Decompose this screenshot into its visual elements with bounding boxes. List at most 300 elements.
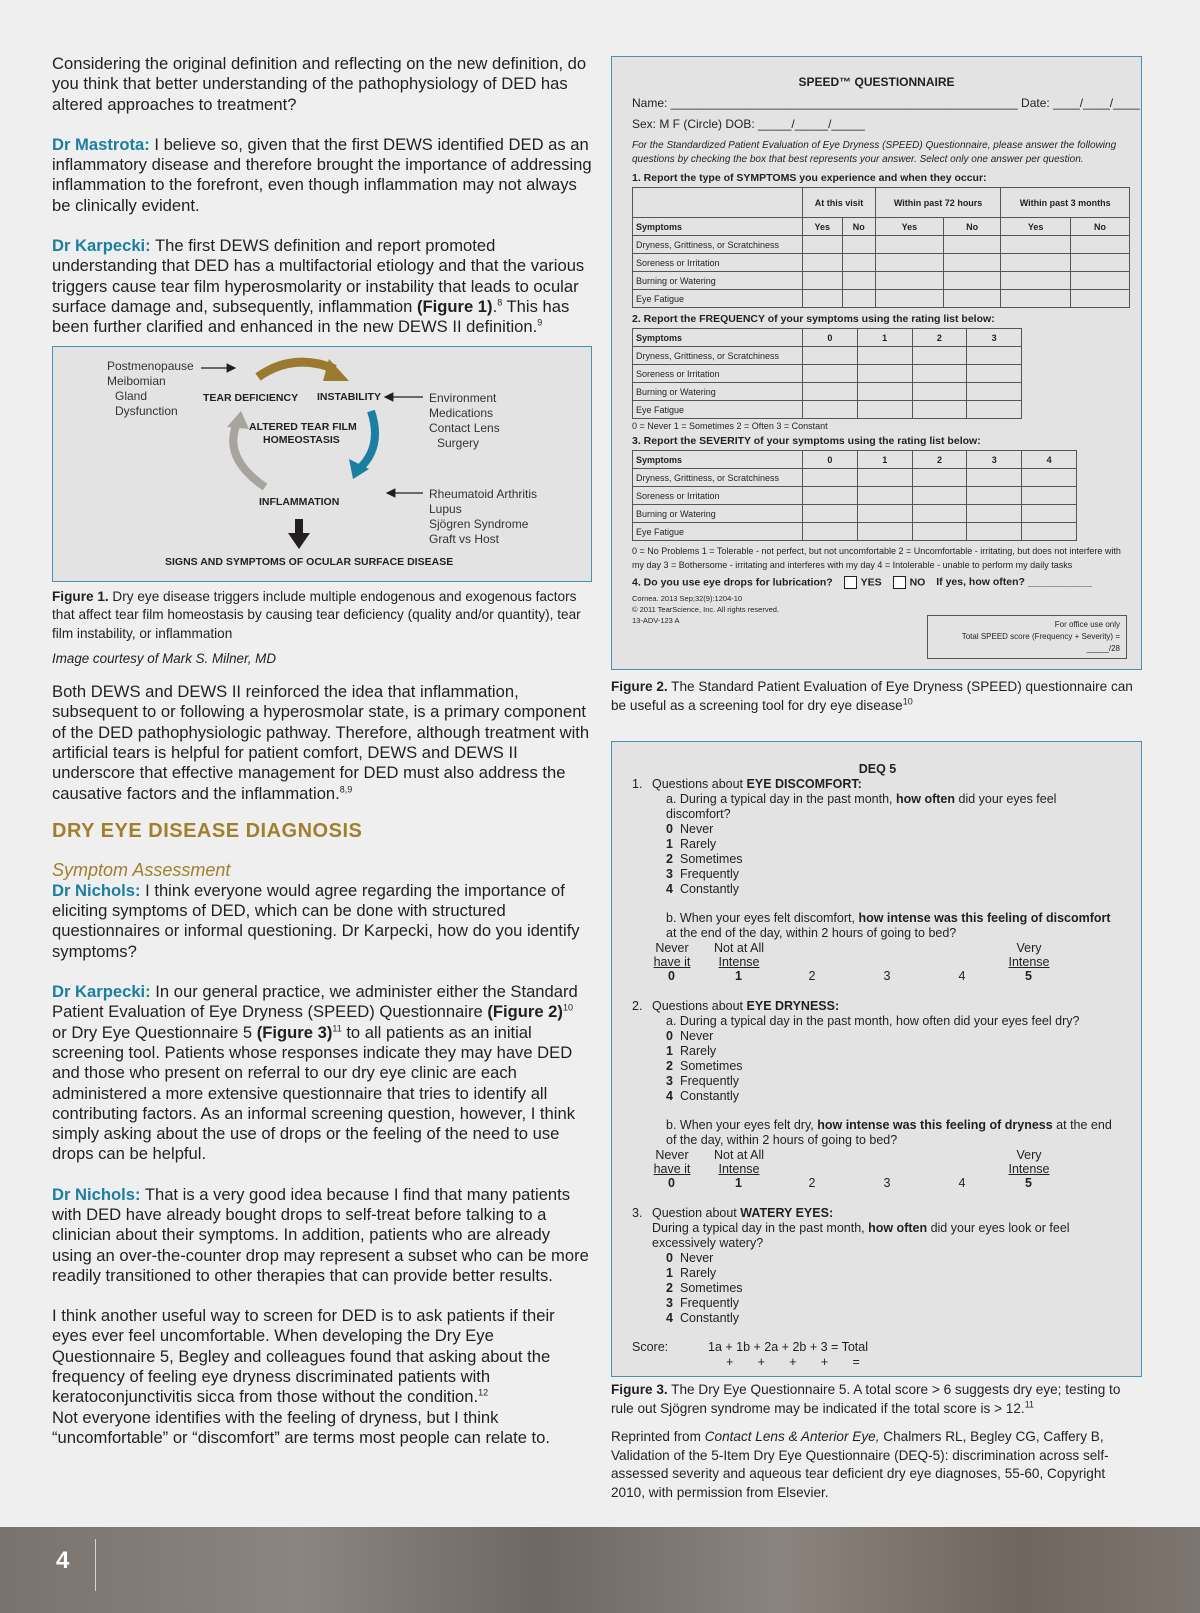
rating-cell[interactable] xyxy=(912,523,967,541)
reprint-text: Reprinted from xyxy=(611,1429,705,1444)
option-label: Sometimes xyxy=(680,852,743,866)
rating-cell[interactable] xyxy=(967,383,1022,401)
col-header: 4 xyxy=(1022,451,1077,469)
checkbox-cell[interactable] xyxy=(803,272,843,290)
option-num: 1 xyxy=(666,1266,673,1280)
scale-label: Never xyxy=(655,1148,689,1162)
scale-num[interactable]: 0 xyxy=(668,969,675,983)
checkbox-cell[interactable] xyxy=(943,272,1000,290)
reference: 11 xyxy=(332,1023,342,1034)
sex-dob-line: Sex: M F (Circle) DOB: _____/_____/_____ xyxy=(632,117,865,131)
q4-text: 4. Do you use eye drops for lubrication? xyxy=(632,576,833,589)
q-text-part: b. When your eyes felt discomfort, xyxy=(666,911,859,925)
cycle-arrow-gold xyxy=(258,362,335,377)
option-label: Rarely xyxy=(680,837,717,851)
table-row xyxy=(633,254,1130,272)
checkbox-cell[interactable] xyxy=(943,290,1000,308)
citation-line: 13-ADV-123 A xyxy=(632,616,680,625)
rating-cell[interactable] xyxy=(857,523,912,541)
col-header: 0 xyxy=(803,451,858,469)
option-label: Frequently xyxy=(680,1074,740,1088)
checkbox-cell[interactable] xyxy=(875,272,943,290)
option[interactable] xyxy=(632,1266,1123,1281)
center-label: ALTERED TEAR FILM xyxy=(249,420,357,433)
table-row xyxy=(633,272,1130,290)
symptom-cell: Eye Fatigue xyxy=(633,401,803,419)
table-row xyxy=(633,236,1130,254)
paragraph-text: or Dry Eye Questionnaire 5 xyxy=(52,1022,257,1042)
table-row xyxy=(633,401,1022,419)
rating-cell[interactable] xyxy=(803,347,858,365)
checkbox-cell[interactable] xyxy=(803,236,843,254)
table-row xyxy=(633,523,1077,541)
rating-cell[interactable] xyxy=(912,383,967,401)
rating-cell[interactable] xyxy=(967,523,1022,541)
option-label: Frequently xyxy=(680,867,740,881)
sub-header: Yes xyxy=(803,218,843,236)
scale-label: Intense xyxy=(1008,1162,1050,1176)
intensity-scale xyxy=(652,941,1123,987)
q-text-part: Questions about xyxy=(652,777,747,791)
deq-title: DEQ 5 xyxy=(858,762,897,776)
q-text-bold: how intense was this feeling of dryness xyxy=(817,1118,1053,1132)
down-arrow-head xyxy=(288,533,310,549)
down-arrow-shaft xyxy=(295,519,303,535)
symptom-cell: Eye Fatigue xyxy=(633,290,803,308)
rating-cell[interactable] xyxy=(803,487,858,505)
cause-label: Sjögren Syndrome xyxy=(429,516,529,531)
option[interactable] xyxy=(632,1044,1123,1059)
rating-cell[interactable] xyxy=(967,365,1022,383)
rating-cell[interactable] xyxy=(857,383,912,401)
cycle-arrow-gray xyxy=(233,421,265,487)
symptom-cell: Burning or Watering xyxy=(633,505,803,523)
scale-label: Intense xyxy=(1008,955,1050,969)
cause-label: Meibomian xyxy=(107,373,166,388)
option-label: Constantly xyxy=(680,1089,740,1103)
cycle-arrow-blue xyxy=(359,411,375,469)
rating-cell[interactable] xyxy=(912,401,967,419)
speed-q3: 3. Report the SEVERITY of your symptoms using the rating list below: xyxy=(632,435,981,447)
deq-q1a xyxy=(632,792,1123,822)
diagram-arrows xyxy=(53,347,593,583)
symptom-cell: Soreness or Irritation xyxy=(633,365,803,383)
scale-label: Intense xyxy=(718,1162,760,1176)
caption-label: Figure 1. xyxy=(52,588,109,604)
scale-label: have it xyxy=(653,955,691,969)
figure-ref: (Figure 3) xyxy=(256,1022,333,1042)
rating-cell[interactable] xyxy=(912,505,967,523)
severity-legend: 0 = No Problems 1 = Tolerable - not perfect, but not uncomfortable 2 = Uncomfortable - irritating, but does not interfere with my day 3 = Bothersome - irritating and interferes with my day 4 = Intolerable - unable to perform my daily tasks xyxy=(632,546,1121,570)
office-line: For office use only xyxy=(1054,620,1120,629)
rating-cell[interactable] xyxy=(857,505,912,523)
symptoms-table xyxy=(632,187,1130,308)
option[interactable] xyxy=(632,1281,1123,1296)
reference: 10 xyxy=(902,695,913,706)
sub-header: Yes xyxy=(1001,218,1071,236)
score-blanks: + + + + = xyxy=(726,1355,860,1369)
paragraph-dews xyxy=(52,682,592,804)
paragraph-text: Not everyone identifies with the feeling of dryness, but I think “uncomfortable” or “discomfort” are terms most people can relate to. xyxy=(52,1407,551,1447)
rating-cell[interactable] xyxy=(857,487,912,505)
col-header: 2 xyxy=(912,451,967,469)
figure-1-diagram xyxy=(52,346,592,582)
cycle-arrowhead-gray xyxy=(227,411,249,429)
option-num: 3 xyxy=(666,1296,673,1310)
speaker-name: Dr Karpecki: xyxy=(52,982,151,1002)
q-text-part: During a typical day in the past month, xyxy=(652,1221,869,1235)
q-number: 1. xyxy=(632,777,643,791)
q-text-bold: how intense was this feeling of discomfort xyxy=(858,911,1111,925)
caption-label: Figure 3. xyxy=(611,1382,668,1397)
figure-ref: (Figure 1) xyxy=(416,296,493,316)
score-label: Score: xyxy=(632,1340,669,1354)
cause-label: Environment xyxy=(429,390,497,405)
checkbox-cell[interactable] xyxy=(803,254,843,272)
left-column xyxy=(52,54,592,1448)
scale-label: Never xyxy=(655,941,689,955)
severity-table xyxy=(632,450,1077,541)
scale-num[interactable]: 2 xyxy=(808,969,816,983)
rating-cell[interactable] xyxy=(967,487,1022,505)
checkbox-cell[interactable] xyxy=(803,290,843,308)
checkbox-cell[interactable] xyxy=(943,254,1000,272)
option[interactable] xyxy=(632,822,1123,837)
scale-label: Very xyxy=(1016,941,1042,955)
option[interactable] xyxy=(632,1296,1123,1311)
option-num: 0 xyxy=(666,1251,673,1265)
symptom-cell: Burning or Watering xyxy=(633,383,803,401)
office-line: Total SPEED score (Frequency + Severity) = _____/28 xyxy=(961,632,1120,653)
rating-cell[interactable] xyxy=(1022,523,1077,541)
sub-header: Yes xyxy=(875,218,943,236)
deq-q2 xyxy=(632,999,1123,1014)
q-text xyxy=(652,1206,833,1221)
table-row xyxy=(633,365,1022,383)
caption-text: The Dry Eye Questionnaire 5. A total score > 6 suggests dry eye; testing to rule out Sjögren syndrome may be indicated if the total score is > 12. xyxy=(611,1382,1121,1416)
rating-cell[interactable] xyxy=(967,505,1022,523)
checkbox-cell[interactable] xyxy=(875,236,943,254)
q-text-bold: how often xyxy=(896,792,956,806)
rating-cell[interactable] xyxy=(803,505,858,523)
q-text-part: at the end of the day, within 2 hours of going to bed? xyxy=(666,926,957,940)
reprint-text: Chalmers RL, Begley CG, Caffery B, Validation of the 5-Item Dry Eye Questionnaire (DEQ-5): discrimination across self-assessed severity and aqueous tear deficient dry eye diagnoses, 55-60, Copyright 2010, with permission from Elsevier. xyxy=(611,1429,1109,1500)
option[interactable] xyxy=(632,867,1123,882)
table-row xyxy=(633,487,1077,505)
paragraph-text: I believe so, given that the first DEWS identified DED as an inflammatory disease and therefore brought the importance of addressing inflammation to the forefront, even though inflammation may not always be clinically evident. xyxy=(52,134,592,215)
deq5-questionnaire xyxy=(611,741,1142,1377)
paragraph-screening xyxy=(52,1306,592,1448)
checkbox-cell[interactable] xyxy=(875,290,943,308)
how-often-label: If yes, how often? ___________ xyxy=(936,576,1093,589)
option-label: Never xyxy=(680,822,714,836)
scale-label: Not at All xyxy=(713,941,765,955)
reference: 8,9 xyxy=(339,784,353,795)
checkbox-cell[interactable] xyxy=(842,236,875,254)
checkbox-cell[interactable] xyxy=(1001,272,1071,290)
option-label: Rarely xyxy=(680,1266,717,1280)
q-number: 2. xyxy=(632,999,643,1013)
paragraph-karpecki-1 xyxy=(52,236,592,337)
deq-q3 xyxy=(632,1206,1123,1221)
q-text-bold: EYE DRYNESS: xyxy=(746,999,840,1013)
subsection-title: Symptom Assessment xyxy=(52,859,231,880)
rating-cell[interactable] xyxy=(912,347,967,365)
citation-line: © 2011 TearScience, Inc. All rights reserved. xyxy=(632,605,779,614)
rating-cell[interactable] xyxy=(857,347,912,365)
scale-num[interactable]: 3 xyxy=(883,969,891,983)
name-date-line: Name: ____________________________________________________ Date: ____/____/____ xyxy=(632,96,1140,110)
rating-cell[interactable] xyxy=(967,401,1022,419)
paragraph-karpecki-2 xyxy=(52,982,592,1165)
checkbox-cell[interactable] xyxy=(943,236,1000,254)
option[interactable] xyxy=(632,1089,1123,1104)
checkbox-cell[interactable] xyxy=(1001,290,1071,308)
option-num: 3 xyxy=(666,1074,673,1088)
option-num: 4 xyxy=(666,1311,673,1325)
checkbox-cell[interactable] xyxy=(1071,290,1130,308)
col-header: 0 xyxy=(803,329,858,347)
rating-cell[interactable] xyxy=(912,487,967,505)
scale-num[interactable]: 1 xyxy=(735,969,742,983)
option-label: Rarely xyxy=(680,1044,717,1058)
col-header: 3 xyxy=(967,329,1022,347)
col-header: At this visit xyxy=(803,188,876,218)
option[interactable] xyxy=(632,1059,1123,1074)
col-header: Within past 72 hours xyxy=(875,188,1000,218)
checkbox-cell[interactable] xyxy=(842,290,875,308)
cause-label: Lupus xyxy=(429,501,462,516)
sub-header: Symptoms xyxy=(633,218,803,236)
q-text-part: did your eyes look or feel excessively watery? xyxy=(652,1221,1070,1250)
intensity-scale xyxy=(652,1148,1123,1194)
rating-cell[interactable] xyxy=(857,365,912,383)
reference: 10 xyxy=(562,1002,573,1013)
checkbox-cell[interactable] xyxy=(1001,254,1071,272)
option-label: Never xyxy=(680,1251,714,1265)
paragraph-text: This has been further clarified and enhanced in the new DEWS II definition. xyxy=(52,296,570,337)
paragraph-text: In our general practice, we administer either the Standard Patient Evaluation of Eye Dryness (SPEED) Questionnaire xyxy=(52,982,578,1022)
paragraph-text: Both DEWS and DEWS II reinforced the idea that inflammation, subsequent to or following a hyperosmolar state, is a primary component of the DED pathophysiologic pathway. Therefore, although treatment with artificial tears is helpful for patient comfort, DEWS and DEWS II underscore that effective management for DED must also address the causative factors and the inflammation. xyxy=(52,682,590,803)
reference: 9 xyxy=(537,317,543,328)
intro-question: Considering the original definition and reflecting on the new definition, do you think that better understanding of the pathophysiology of DED has altered approaches to treatment? xyxy=(52,54,587,114)
scale-num[interactable]: 4 xyxy=(958,969,966,983)
figure-1-caption xyxy=(52,588,592,644)
cause-label: Dysfunction xyxy=(115,403,178,418)
table-row xyxy=(633,383,1022,401)
symptom-cell: Burning or Watering xyxy=(633,272,803,290)
option-num: 0 xyxy=(666,1029,673,1043)
scale-num[interactable]: 1 xyxy=(735,1176,742,1190)
citation-line: Cornea. 2013 Sep;32(9):1204-10 xyxy=(632,594,743,603)
checkbox-cell[interactable] xyxy=(1071,254,1130,272)
no-checkbox[interactable] xyxy=(893,576,906,589)
deq-q1b xyxy=(632,911,1123,941)
deq-q2b xyxy=(632,1118,1123,1148)
option[interactable] xyxy=(632,1251,1123,1266)
option-num: 1 xyxy=(666,1044,673,1058)
q-text-part: Question about xyxy=(652,1206,741,1220)
rating-cell[interactable] xyxy=(857,469,912,487)
speed-title: SPEED™ QUESTIONNAIRE xyxy=(798,75,955,89)
paragraph-text: I think another useful way to screen for DED is to ask patients if their eyes ever feel uncomfortable. When developing the Dry Eye Questionnaire 5, Begley and colleagues found that asking about the frequency of feeling eye dryness discriminated patients with keratoconjunctivitis sicca from those without the condition. xyxy=(52,1306,555,1407)
scale-num[interactable]: 5 xyxy=(1025,1176,1032,1190)
scale-num[interactable]: 0 xyxy=(668,1176,675,1190)
rating-cell[interactable] xyxy=(967,469,1022,487)
table-row xyxy=(633,347,1022,365)
checkbox-cell[interactable] xyxy=(1071,236,1130,254)
cause-label: Surgery xyxy=(437,435,480,450)
checkbox-cell[interactable] xyxy=(875,254,943,272)
right-column xyxy=(611,56,1142,1502)
punct: . xyxy=(492,296,498,316)
deq-q3a xyxy=(632,1221,1123,1251)
q-text-part: Questions about xyxy=(652,999,747,1013)
reprint-notice xyxy=(611,1428,1142,1502)
rating-cell[interactable] xyxy=(857,401,912,419)
rating-cell[interactable] xyxy=(1022,487,1077,505)
col-header: Symptoms xyxy=(633,451,803,469)
symptom-cell: Dryness, Grittiness, or Scratchiness xyxy=(633,347,803,365)
rating-cell[interactable] xyxy=(912,469,967,487)
speaker-name: Dr Karpecki: xyxy=(52,236,151,256)
option-num: 1 xyxy=(666,837,673,851)
rating-cell[interactable] xyxy=(912,365,967,383)
office-use-box xyxy=(927,615,1127,659)
reference: 12 xyxy=(478,1387,489,1398)
q-text-part: did your eyes feel discomfort? xyxy=(666,792,1057,821)
rating-cell[interactable] xyxy=(1022,469,1077,487)
cause-label: Rheumatoid Arthritis xyxy=(429,486,538,501)
figure-1-courtesy: Image courtesy of Mark S. Milner, MD xyxy=(52,651,276,667)
cause-label: Contact Lens xyxy=(429,420,500,435)
figure-3-caption xyxy=(611,1381,1142,1418)
cause-label: Gland xyxy=(115,388,148,403)
col-header: Within past 3 months xyxy=(1001,188,1130,218)
scale-num[interactable]: 4 xyxy=(958,1176,966,1190)
speed-q2: 2. Report the FREQUENCY of your symptoms using the rating list below: xyxy=(632,313,995,325)
caption-label: Figure 2. xyxy=(611,679,668,694)
checkbox-cell[interactable] xyxy=(842,254,875,272)
col-header: 3 xyxy=(967,451,1022,469)
option[interactable] xyxy=(632,837,1123,852)
sub-header: No xyxy=(943,218,1000,236)
symptom-cell: Eye Fatigue xyxy=(633,523,803,541)
q-text-part: at the end of the day, within 2 hours of going to bed? xyxy=(666,1118,1112,1147)
scale-num[interactable]: 2 xyxy=(808,1176,816,1190)
q-text xyxy=(652,999,839,1014)
paragraph-text: The first DEWS definition and report promoted understanding that DED has a multifactorial etiology and that the various triggers cause tear film hyperosmolarity or instability that leads to ocular surface damage and, subsequently, inflammation xyxy=(52,236,585,316)
scale-num[interactable]: 3 xyxy=(883,1176,891,1190)
checkbox-cell[interactable] xyxy=(1071,272,1130,290)
rating-cell[interactable] xyxy=(803,523,858,541)
rating-cell[interactable] xyxy=(803,383,858,401)
col-header: 1 xyxy=(857,329,912,347)
frequency-table xyxy=(632,328,1022,419)
option[interactable] xyxy=(632,1029,1123,1044)
scale-label: Very xyxy=(1016,1148,1042,1162)
option[interactable] xyxy=(632,882,1123,897)
no-label: NO xyxy=(909,576,926,589)
option-label: Sometimes xyxy=(680,1281,743,1295)
q-number: 3. xyxy=(632,1206,643,1220)
rating-cell[interactable] xyxy=(803,469,858,487)
option[interactable] xyxy=(632,1074,1123,1089)
paragraph-text: That is a very good idea because I find that many patients with DED have already bought drops to self-treat before talking to a clinician about their symptoms. In addition, patients who are already using an over-the-counter drop may represent a subset who can be more readily transitioned to other therapies that can provide better results. xyxy=(52,1184,589,1285)
speaker-name: Dr Nichols: xyxy=(52,880,141,900)
speaker-name: Dr Nichols: xyxy=(52,1184,141,1204)
blank-header xyxy=(633,188,803,218)
speed-q4 xyxy=(632,576,1141,589)
option[interactable] xyxy=(632,852,1123,867)
rating-cell[interactable] xyxy=(803,365,858,383)
table-row xyxy=(633,290,1130,308)
reference: 8 xyxy=(497,297,503,308)
col-header: 1 xyxy=(857,451,912,469)
cause-label: Postmenopause xyxy=(107,358,194,373)
tear-deficiency-label: TEAR DEFICIENCY xyxy=(203,391,299,404)
rating-cell[interactable] xyxy=(803,401,858,419)
figure-ref: (Figure 2) xyxy=(487,1002,563,1022)
option-num: 4 xyxy=(666,882,673,896)
speed-questionnaire xyxy=(611,56,1142,670)
signs-label: SIGNS AND SYMPTOMS OF OCULAR SURFACE DISEASE xyxy=(165,555,454,568)
option-label: Never xyxy=(680,1029,714,1043)
caption-text: The Standard Patient Evaluation of Eye Dryness (SPEED) questionnaire can be useful as a screening tool for dry eye disease xyxy=(611,679,1133,713)
q-text-part: b. When your eyes felt dry, xyxy=(666,1118,818,1132)
q-text-part: a. During a typical day in the past month, xyxy=(666,792,896,806)
paragraph-mastrota xyxy=(52,135,592,216)
rating-cell[interactable] xyxy=(967,347,1022,365)
page-number: 4 xyxy=(56,1547,70,1574)
col-header: Symptoms xyxy=(633,329,803,347)
journal-name: Contact Lens & Anterior Eye, xyxy=(704,1429,880,1444)
q-text-bold: WATERY EYES: xyxy=(740,1206,834,1220)
q-text-bold: EYE DISCOMFORT: xyxy=(746,777,862,791)
option-num: 3 xyxy=(666,867,673,881)
frequency-legend: 0 = Never 1 = Sometimes 2 = Often 3 = Constant xyxy=(632,421,828,431)
table-row xyxy=(633,469,1077,487)
scale-label: Not at All xyxy=(713,1148,765,1162)
symptom-cell: Soreness or Irritation xyxy=(633,254,803,272)
option-num: 2 xyxy=(666,1281,673,1295)
sub-header: No xyxy=(1071,218,1130,236)
checkbox-cell[interactable] xyxy=(842,272,875,290)
cause-label: Graft vs Host xyxy=(429,531,500,546)
scale-label: have it xyxy=(653,1162,691,1176)
cause-label: Medications xyxy=(429,405,494,420)
footer-divider xyxy=(95,1539,96,1591)
paragraph-nichols-1 xyxy=(52,881,592,962)
option-label: Frequently xyxy=(680,1296,740,1310)
deq-score xyxy=(632,1340,1123,1355)
paragraph-text: I think everyone would agree regarding the importance of eliciting symptoms of DED, which can be done with structured questionnaires or informal questioning. Dr Karpecki, how do you identify symptoms? xyxy=(52,880,580,961)
yes-checkbox[interactable] xyxy=(844,576,857,589)
q-text-bold: how often xyxy=(868,1221,928,1235)
checkbox-cell[interactable] xyxy=(1001,236,1071,254)
deq-q2a: a. During a typical day in the past month, how often did your eyes feel dry? xyxy=(666,1014,1080,1028)
table-row xyxy=(633,505,1077,523)
deq-q1 xyxy=(632,777,1123,792)
scale-num[interactable]: 5 xyxy=(1025,969,1032,983)
symptom-cell: Dryness, Grittiness, or Scratchiness xyxy=(633,469,803,487)
caption-text: Dry eye disease triggers include multiple endogenous and exogenous factors that affect tear film homeostasis by causing tear deficiency (quality and/or quantity), tear film instability, or inflammation xyxy=(52,588,581,641)
scale-label: Intense xyxy=(718,955,760,969)
rating-cell[interactable] xyxy=(1022,505,1077,523)
figure-2-caption xyxy=(611,678,1142,715)
center-label: HOMEOSTASIS xyxy=(263,433,340,446)
option[interactable] xyxy=(632,1311,1123,1326)
